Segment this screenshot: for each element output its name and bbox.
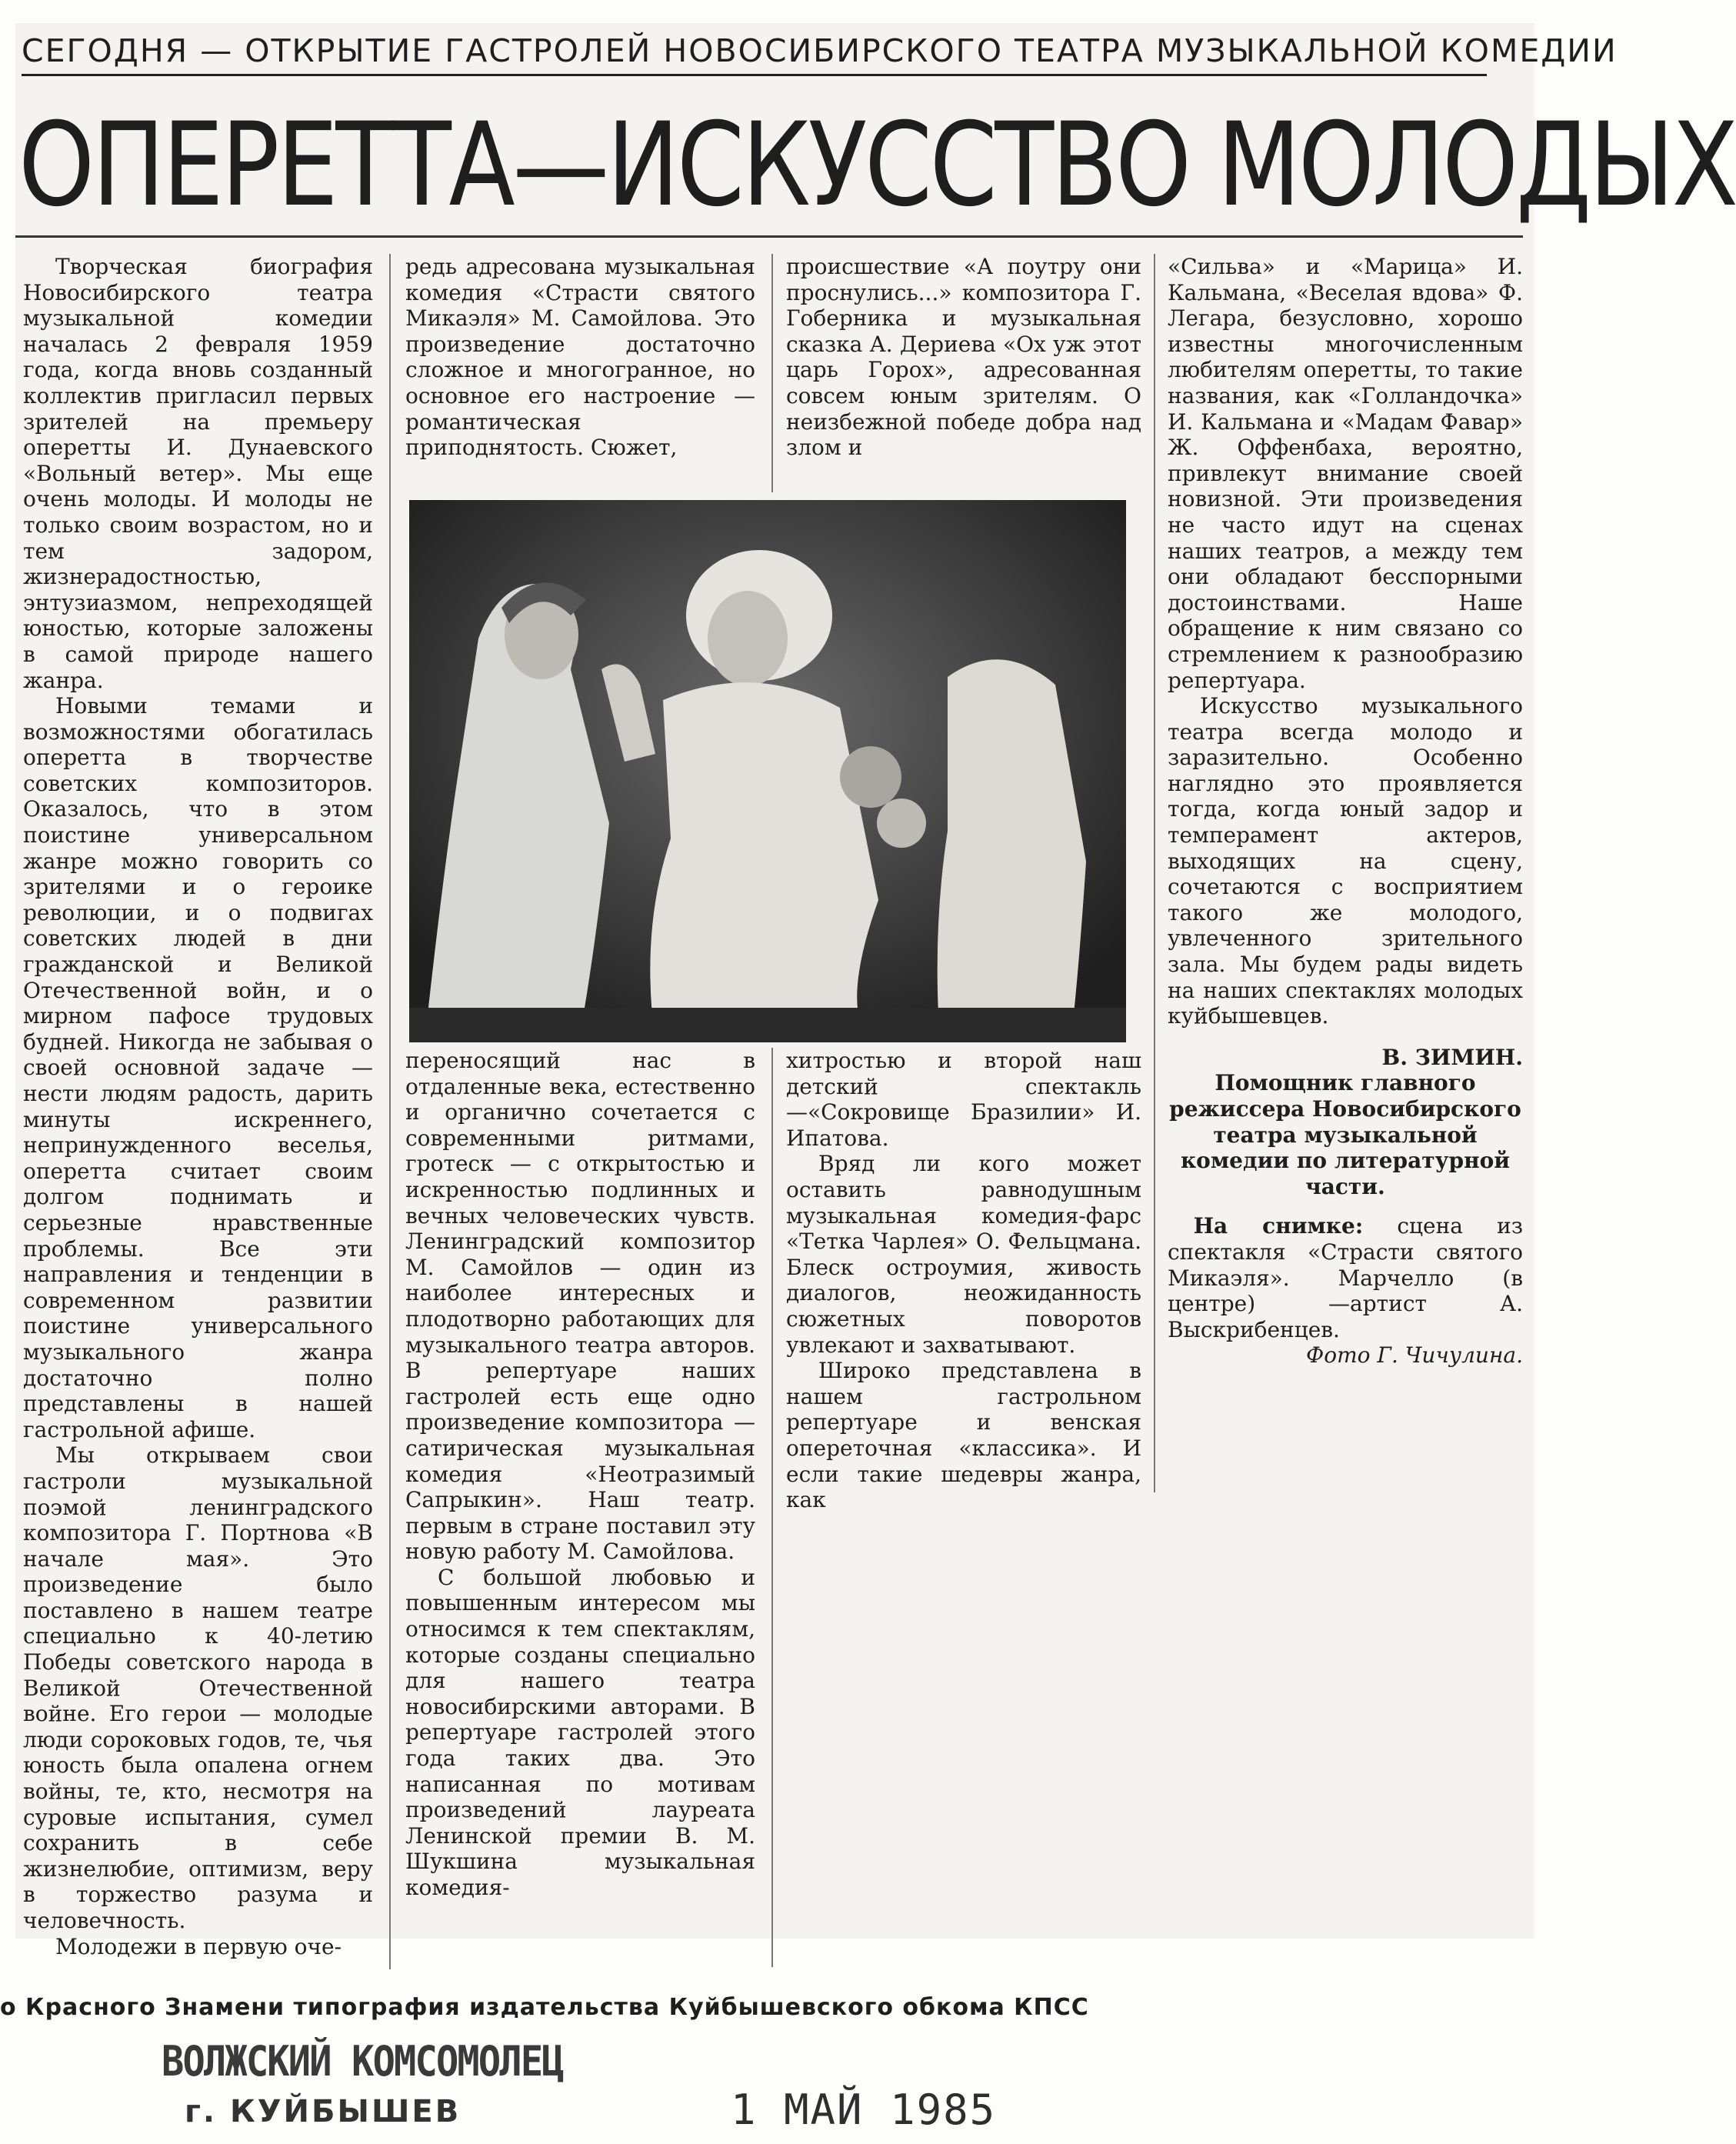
column-divider <box>771 254 773 492</box>
col2-bottom-paragraph: С большой любовью и повышенным интересом мы относимся к тем спектаклям, которые созданы специально для нашего театра новосибирскими авторами. В репертуаре гастролей этого года таких два. Это написанная по мотивам произведений лауреата Ленинской премии В. М. Шукшина музыкальная комедия- <box>405 1564 755 1900</box>
column-divider <box>771 1048 773 1967</box>
col3-bottom-paragraph: Вряд ли кого может оставить равнодушным музыкальная комедия-фарс «Тетка Чарлея» О. Фельцмана. Блеск остроумия, живость диалогов, неожиданность сюжетных поворотов увлекают и захватывают. <box>786 1151 1141 1358</box>
col2-bottom-paragraph: переносящий нас в отдаленные века, естественно и органично сочетается с современными ритмами, гротеск — с открытостью и искренностью подлинных и вечных человеческих чувств. Ленинградский композитор М. Самойлов — один из наиболее интересных и плодотворно работающих для музыкального театра авторов. В репертуаре наших гастролей есть еще одно произведение композитора — сатирическая музыкальная комедия «Неотразимый Сапрыкин». Наш театр. первым в стране поставил эту новую работу М. Самойлова. <box>405 1048 755 1565</box>
article-headline: ОПЕРЕТТА—ИСКУССТВО МОЛОДЫХ <box>18 98 1736 232</box>
column-3-top <box>786 254 1141 492</box>
newspaper-stamp: ВОЛЖСКИЙ КОМСОМОЛЕЦ <box>162 2037 563 2086</box>
column-2-bottom <box>405 1048 755 1967</box>
caption-text: сцена из спектакля «Страсти святого Микаэля». Марчелло (в центре) —артист А. Выскрибенцев. <box>1168 1213 1524 1342</box>
date-stamp: 1 МАЙ 1985 <box>731 2086 997 2134</box>
photo-caption <box>1168 1213 1523 1342</box>
kicker-line: СЕГОДНЯ — ОТКРЫТИЕ ГАСТРОЛЕЙ НОВОСИБИРСКОГО ТЕАТРА МУЗЫКАЛЬНОЙ КОМЕДИИ <box>22 28 1487 76</box>
col3-bottom-paragraph: хитростью и второй наш детский спектакль—«Сокровище Бразилии» И. Ипатова. <box>786 1048 1141 1151</box>
column-1 <box>23 254 373 1969</box>
author-name: В. ЗИМИН. <box>1381 1044 1523 1070</box>
col1-paragraph: Молодежи в первую оче- <box>55 1933 342 1959</box>
headline-rule <box>15 235 1523 238</box>
printer-line: о Красного Знамени типография издательства Куйбышевского обкома КПСС <box>0 1994 1089 2021</box>
column-divider <box>1154 254 1155 1492</box>
author-title: Помощник главного режиссера Новосибирского театра музыкальной комедии по литературной части. <box>1169 1070 1521 1199</box>
col4-paragraph: «Сильва» и «Марица» И. Кальмана, «Веселая вдова» Ф. Легара, безусловно, хорошо известны многочисленным любителям оперетты, то такие названия, как «Голландочка» И. Кальмана и «Мадам Фавар» Ж. Оффенбаха, вероятно, привлекут внимание своей новизной. Эти произведения не часто идут на сценах наших театров, а между тем они обладают бесспорными достоинствами. Наше обращение к ним связано со стремлением к разнообразию репертуара. <box>1168 254 1523 693</box>
col3-top-paragraph: происшествие «А поутру они проснулись...» композитора Г. Гоберника и музыкальная сказка А. Дериева «Ох уж этот царь Горох», адресованная совсем юным зрителям. О неизбежной победе добра над злом и <box>786 254 1141 461</box>
column-divider <box>389 254 391 1969</box>
caption-label: На снимке: <box>1193 1213 1364 1239</box>
column-3-bottom <box>786 1048 1141 1513</box>
col1-paragraph: Творческая биография Новосибирского театра музыкальной комедии началась 2 февраля 1959 года, когда вновь созданный коллектив пригласил первых зрителей на премьеру оперетты И. Дунаевского «Вольный ветер». Мы еще очень молоды. И молоды не только своим возрастом, но и тем задором, жизнерадостностью, энтузиазмом, непреходящей юностью, которые заложены в самой природе нашего жанра. <box>23 254 373 693</box>
col3-bottom-paragraph: Широко представлена в нашем гастрольном репертуаре и венская опереточная «классика». И если такие шедевры жанра, как <box>786 1358 1141 1513</box>
col4-paragraph: Искусство музыкального театра всегда молодо и заразительно. Особенно наглядно это проявляется тогда, когда юный задор и темперамент актеров, выходящих на сцену, сочетаются с восприятием такого же молодого, увлеченного зрительного зала. Мы будем рады видеть на наших спектаклях молодых куйбышевцев. <box>1168 693 1523 1029</box>
stage-photo <box>409 500 1126 1042</box>
column-4 <box>1168 254 1523 1492</box>
city-stamp: г. КУЙБЫШЕВ <box>185 2094 461 2129</box>
column-2-top <box>405 254 755 492</box>
col1-paragraph: Мы открываем свои гастроли музыкальной поэмой ленинградского композитора Г. Портнова «В начале мая». Это произведение было поставлено в нашем театре специально к 40-летию Победы советского народа в Великой Отечественной войне. Его герои — молодые люди сороковых годов, те, чья юность была опалена огнем войны, те, кто, несмотря на суровые испытания, сумел сохранить в себе жизнелюбие, оптимизм, веру в торжество разума и человечность. <box>23 1442 373 1933</box>
photo-credit: Фото Г. Чичулина. <box>1306 1342 1523 1369</box>
col1-paragraph: Новыми темами и возможностями обогатилась оперетта в творчестве советских композиторов. Оказалось, что в этом поистине универсальном жанре можно говорить со зрителями и о героике революции, и о подвигах советских людей в дни гражданской и Великой Отечественной войн, и о мирном пафосе трудовых будней. Никогда не забывая о своей основной задаче — нести людям радость, дарить минуты искреннего, непринужденного веселья, оперетта считает своим долгом поднимать и серьезные нравственные проблемы. Все эти направления и тенденции в современном развитии поистине универсального музыкального жанра достаточно полно представлены в нашей гастрольной афише. <box>23 693 373 1442</box>
stage-scene-image <box>409 500 1126 1042</box>
col2-top-paragraph: редь адресована музыкальная комедия «Страсти святого Микаэля» М. Самойлова. Это произведение достаточно сложное и многогранное, но основное его настроение — романтическая приподнятость. Сюжет, <box>405 254 755 461</box>
